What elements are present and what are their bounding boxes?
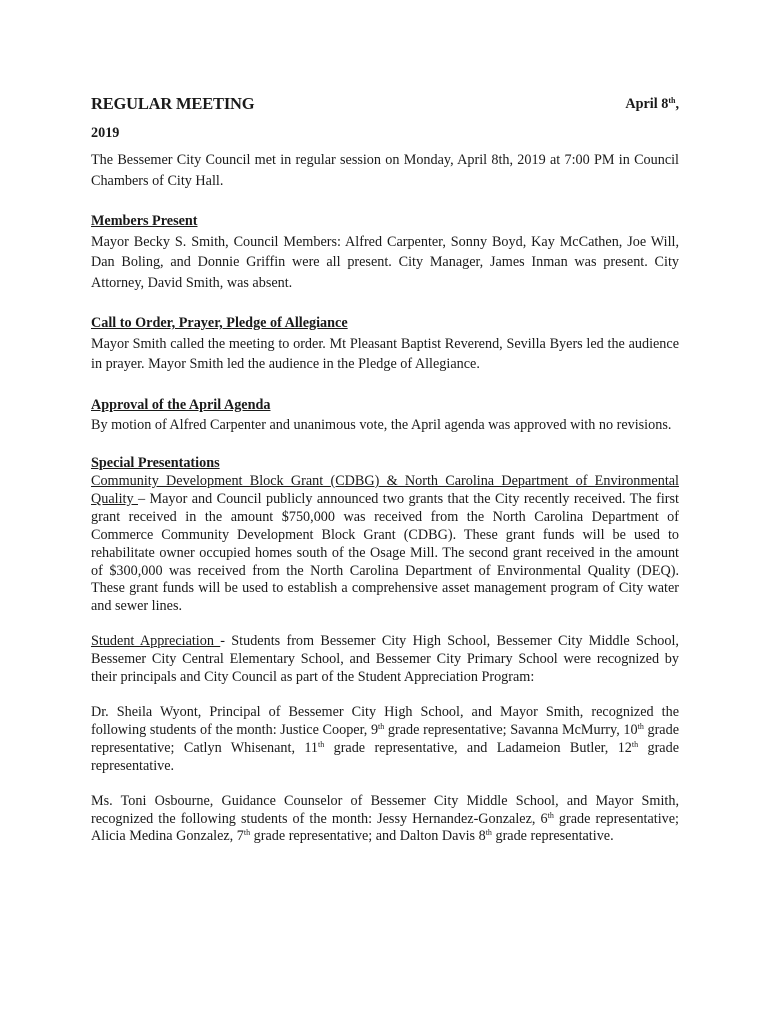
student-appreciation-title: Student Appreciation xyxy=(91,633,221,650)
header-row xyxy=(91,94,679,116)
special-presentations-heading: Special Presentations xyxy=(91,454,220,471)
intro-paragraph: The Bessemer City Council met in regular session on Monday, April 8th, 2019 at 7:00 PM in Council Chambers of City Hall. xyxy=(91,152,679,189)
meeting-date: April 8th, xyxy=(625,96,679,112)
cdbg-paragraph: Community Development Block Grant (CDBG) & North Carolina Department of Environmental Quality – Mayor and Council publicly announced two grants that the City recently received. The first grant received in the amount $750,000 was received from the North Carolina Department of Commerce Community Development Block Grant (CDBG). These grant funds will be used to rehabilitate owner occupied homes south of the Osage Mill. The second grant received in the amount of $300,000 was received from the North Carolina Department of Environmental Quality (DEQ). These grant funds will be used to establish a comprehensive asset management program of City water and sewer lines. xyxy=(91,473,679,615)
call-to-order-heading: Call to Order, Prayer, Pledge of Allegiance xyxy=(91,315,348,331)
cdbg-title: Community Development Block Grant (CDBG) & North Carolina Department of Environmental Quality xyxy=(91,473,679,507)
members-present-heading: Members Present xyxy=(91,213,198,229)
approval-text: By motion of Alfred Carpenter and unanimous vote, the April agenda was approved with no revisions. xyxy=(91,417,672,433)
meeting-year: 2019 xyxy=(91,125,120,141)
members-present-text: Mayor Becky S. Smith, Council Members: Alfred Carpenter, Sonny Boyd, Kay McCathen, Joe Will, Dan Boling, and Donnie Griffin were all present. City Manager, James Inman was present. City Attorney, David Smith, was absent. xyxy=(91,233,679,291)
document-title: REGULAR MEETING xyxy=(91,94,255,113)
middle-school-paragraph: Ms. Toni Osbourne, Guidance Counselor of Bessemer City Middle School, and Mayor Smith, recognized the following students of the month: Jessy Hernandez-Gonzalez, 6th grade representative; Alicia Medina Gonzalez, 7th grade representative; and Dalton Davis 8th grade representative. xyxy=(91,792,679,845)
student-appreciation-paragraph: Student Appreciation - Students from Bessemer City High School, Bessemer City Middle School, Bessemer City Central Elementary School, and Bessemer City Primary School were recognized by their principals and City Council as part of the Student Appreciation Program: xyxy=(91,633,679,686)
call-to-order-text: Mayor Smith called the meeting to order. Mt Pleasant Baptist Reverend, Sevilla Byers led the audience in prayer. Mayor Smith led the audience in the Pledge of Allegiance. xyxy=(91,335,679,372)
high-school-paragraph: Dr. Sheila Wyont, Principal of Bessemer City High School, and Mayor Smith, recognized the following students of the month: Justice Cooper, 9th grade representative; Savanna McMurry, 10th grade representative; Catlyn Whisenant, 11th grade representative, and Ladameion Butler, 12th grade representative. xyxy=(91,703,679,774)
approval-heading: Approval of the April Agenda xyxy=(91,396,271,413)
document-body xyxy=(91,94,679,846)
